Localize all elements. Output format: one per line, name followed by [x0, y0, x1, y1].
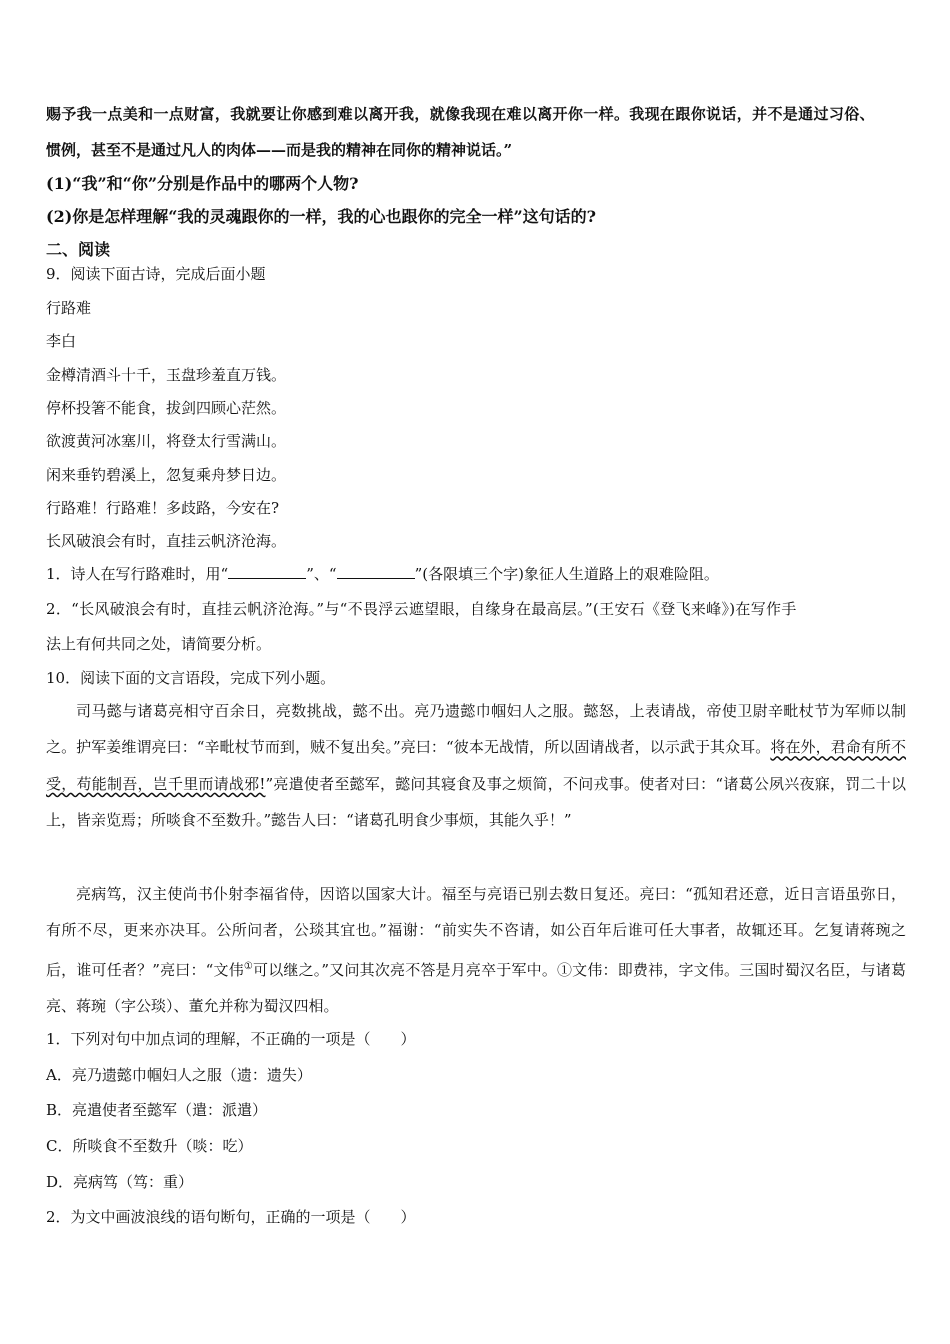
- classical-passage-1: [46, 693, 906, 839]
- passage-2-text-a: 亮病笃，汉主使尚书仆射李福省侍，因谘以国家大计。福至与亮语已别去数日复还。亮曰：“孤知君还意，近日言语虽弥日，有所不尽，更来亦决耳。公所问者，公琰其宜也。”福谢：“前实失不咨请，如公百年后谁可任大事者，故辄还耳。乞复请蒋琬之后，谁可任者？”亮曰：“文伟: [46, 885, 906, 979]
- intro-question-2: (2)你是怎样理解“我的灵魂跟你的一样，我的心也跟你的完全一样”这句话的?: [46, 207, 597, 226]
- intro-line-1: 赐予我一点美和一点财富，我就要让你感到难以离开我，就像我现在难以离开你一样。我现在跟你说话，并不是通过习俗、: [46, 105, 875, 123]
- passage-1-text-a: 司马懿与诸葛亮相守百余日，亮数挑战，懿不出。亮乃遗懿巾帼妇人之服。懿怒，上表请战，帝使卫尉辛毗杖节为军师以制之。护军姜维谓亮曰：“辛毗杖节而到，贼不复出矣。”亮曰：“彼本无战情，所以固请战者，以示武于其众耳。: [46, 702, 906, 757]
- option-b: B．亮遣使者至懿军（遣：派遣）: [46, 1101, 268, 1119]
- option-d: D．亮病笃（笃：重）: [46, 1173, 194, 1191]
- q10-sub2-prompt: 2．为文中画波浪线的语句断句，正确的一项是（ ）: [46, 1208, 416, 1226]
- wavy-underlined-sentence: 将在外，君命有所不受，苟能制吾，岂千里而请战邪!: [46, 738, 906, 793]
- passage-1-text-b: ”亮遣使者至懿军，懿问其寝食及事之烦简，不问戎事。使者对曰：“诸葛公夙兴夜寐，罚二十以上，皆亲览焉；所啖食不至数升。”懿告人曰：“诸葛孔明食少事烦，其能久乎！”: [46, 774, 906, 830]
- q9-sub2-line-1: 2．“长风破浪会有时，直挂云帆济沧海。”与“不畏浮云遮望眼，自缘身在最高层。”(王安石《登飞来峰》)在写作手: [46, 600, 797, 618]
- passage-2-text-b: 可以继之。”又问其次亮不答是月亮卒于军中。①文伟：即费祎，字文伟。三国时蜀汉名臣，与诸葛亮、蒋琬（字公琰）、董允并称为蜀汉四相。: [46, 960, 906, 1016]
- option-a: A．亮乃遗懿巾帼妇人之服（遗：遗失）: [46, 1066, 312, 1084]
- q9-sub2-line-2: 法上有何共同之处，请简要分析。: [46, 635, 272, 653]
- answer-blank[interactable]: [337, 564, 415, 579]
- q9-prompt: 9．阅读下面古诗，完成后面小题: [46, 265, 266, 283]
- poem-line: 闲来垂钓碧溪上，忽复乘舟梦日边。: [46, 466, 287, 484]
- poem-line: 行路难！行路难！多歧路，今安在?: [46, 499, 280, 517]
- poem-title: 行路难: [46, 299, 92, 317]
- classical-passage-2: [46, 876, 906, 1025]
- poem-line: 长风破浪会有时，直挂云帆济沧海。: [46, 532, 287, 550]
- q9-sub1-text-c: ”(各限填三个字)象征人生道路上的艰难险阻。: [414, 565, 719, 583]
- poem-line: 停杯投箸不能食，拔剑四顾心茫然。: [46, 399, 287, 417]
- footnote-marker: ①: [243, 960, 254, 972]
- intro-question-1: (1)“我”和“你”分别是作品中的哪两个人物?: [46, 174, 359, 193]
- intro-line-2: 惯例，甚至不是通过凡人的肉体——而是我的精神在同你的精神说话。”: [46, 141, 513, 159]
- poem-line: 金樽清酒斗十千，玉盘珍羞直万钱。: [46, 366, 287, 384]
- poem-author: 李白: [46, 332, 77, 350]
- poem-line: 欲渡黄河冰塞川，将登太行雪满山。: [46, 432, 287, 450]
- answer-blank[interactable]: [228, 564, 306, 579]
- section-title: 二、阅读: [46, 240, 111, 259]
- q10-prompt: 10．阅读下面的文言语段，完成下列小题。: [46, 669, 336, 687]
- q9-sub1-text-b: ”、“: [306, 565, 337, 583]
- q9-sub1: [46, 564, 906, 584]
- option-c: C．所啖食不至数升（啖：吃）: [46, 1137, 253, 1155]
- q9-sub1-text-a: 1．诗人在写行路难时，用“: [46, 565, 229, 583]
- q10-sub1-prompt: 1．下列对句中加点词的理解，不正确的一项是（ ）: [46, 1030, 416, 1048]
